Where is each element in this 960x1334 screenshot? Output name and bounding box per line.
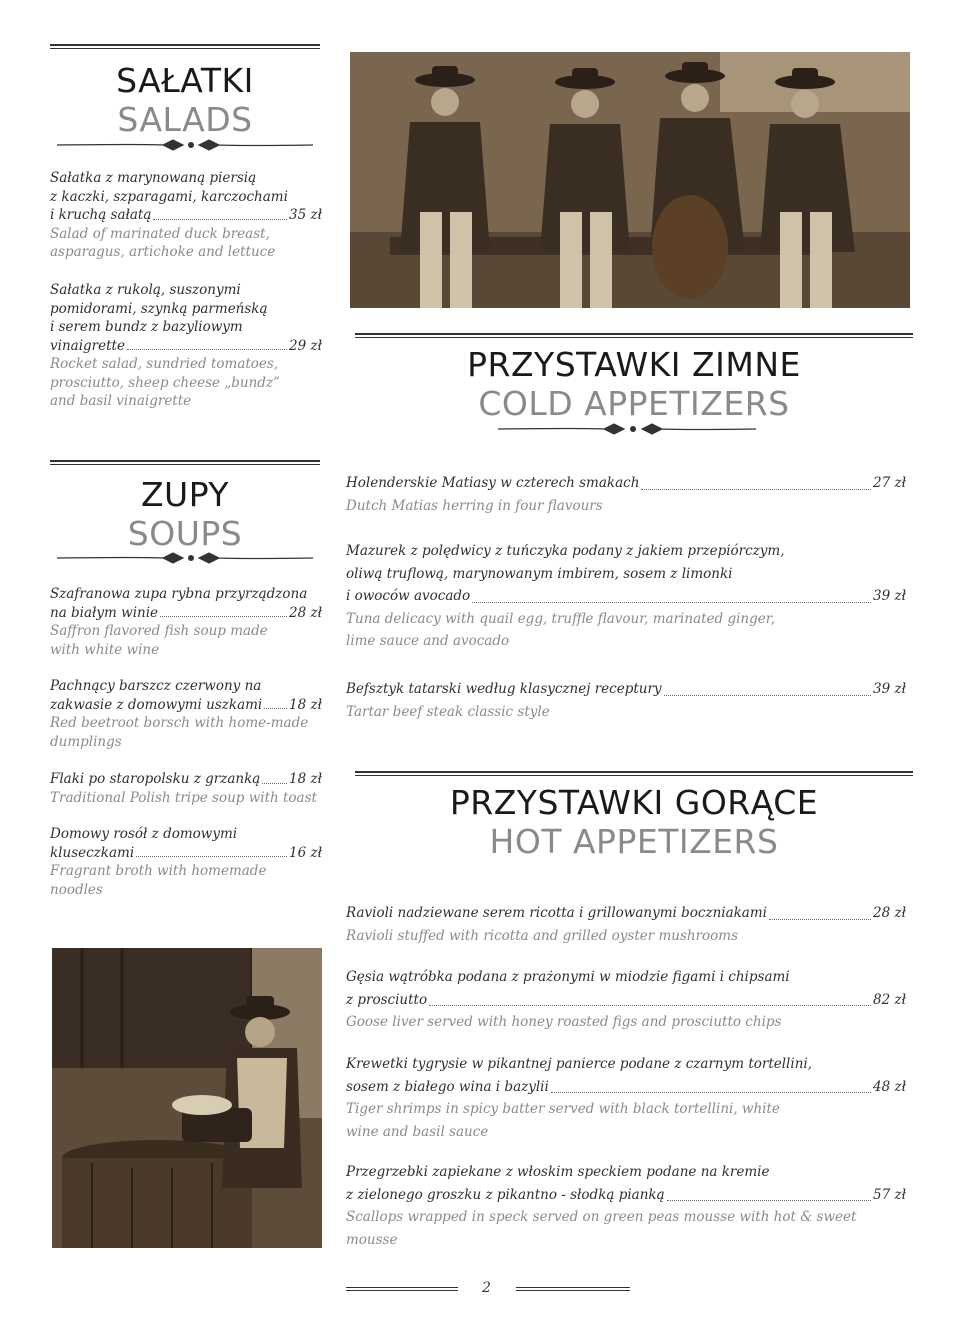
item-name-en: Salad of marinated duck breast, [50,225,270,242]
item-name-pl: Holenderskie Matiasy w czterech smakach [346,475,640,491]
item-name-pl: Gęsia wątróbka podana z prażonymi w miodzie figami i chipsami [346,969,790,985]
item-price-row [50,206,322,225]
item-price-row [50,844,322,863]
item-name-en: Scallops wrapped in speck served on green peas mousse with hot & sweet mousse [346,1209,857,1248]
item-name-pl: Krewetki tygrysie w pikantnej panierce podane z czarnym tortellini, [346,1056,812,1072]
soups-flourish [55,551,315,565]
item-name-pl: Przegrzebki zapiekane z włoskim speckiem podane na kremie [346,1164,770,1180]
menu-item [346,540,906,653]
item-name-pl: na białym winie [50,604,159,621]
item-price-row [346,585,906,608]
dot-leader [127,349,287,350]
item-name-pl: Domowy rosół z domowymi [50,826,238,842]
page-number: 2 [482,1280,491,1296]
item-name-pl: Pachnący barszcz czerwony na [50,678,262,694]
menu-item [50,281,322,411]
dot-leader [641,489,871,490]
item-name-pl: sosem z białego wina i bazylii [346,1078,549,1095]
item-name-en: Ravioli stuffed with ricotta and grilled oyster mushrooms [346,927,739,944]
item-name-en: Goose liver served with honey roasted figs and prosciutto chips [346,1014,782,1030]
dot-leader [429,1005,871,1006]
item-price: 39 zł [873,681,906,697]
cold-heading [355,345,913,423]
dot-leader [664,695,871,696]
highlander-cheesemaker-photo [52,948,322,1248]
dot-leader [667,1200,871,1201]
item-price-row [50,604,322,623]
item-price-row [50,696,322,715]
hot-title-pl: PRZYSTAWKI GORĄCE [449,783,819,822]
soups-title-en: SOUPS [127,514,243,553]
menu-item [50,825,322,899]
cold-title-en: COLD APPETIZERS [478,384,790,423]
item-name-pl: kluseczkami [50,844,135,861]
menu-item [346,678,906,723]
cold-flourish [496,422,758,436]
item-price-row [346,1184,906,1207]
item-price: 27 zł [873,475,906,491]
item-name-pl: Ravioli nadziewane serem ricotta i grillowanymi boczniakami [346,905,767,921]
item-price-row [50,337,322,356]
item-name-pl: z kaczki, szparagami, karczochami [50,188,288,205]
item-price-row [346,1076,906,1099]
item-price: 57 zł [873,1186,906,1203]
item-name-en: with white wine [50,641,160,658]
item-price: 16 zł [289,844,322,861]
item-name-en: Tartar beef steak classic style [346,703,550,720]
item-name-en: asparagus, artichoke and lettuce [50,244,276,260]
hot-title-en: HOT APPETIZERS [489,822,779,861]
salads-heading [50,61,320,139]
item-price: 28 zł [873,905,906,921]
item-name-en: Fragrant broth with homemade noodles [50,863,267,898]
item-price: 48 zł [873,1078,906,1095]
item-name-pl: z prosciutto [346,991,428,1008]
menu-item [50,169,322,262]
item-price: 28 zł [289,604,322,621]
item-name-pl: i owoców avocado [346,588,471,604]
item-name-en: Traditional Polish tripe soup with toast [50,789,317,806]
item-name-en: Rocket salad, sundried tomatoes, [50,356,279,372]
highlander-musicians-photo [350,52,910,308]
dot-leader [136,856,287,857]
item-price-row [346,989,906,1012]
item-name-en: Saffron flavored fish soup made [50,623,268,639]
hot-heading [355,783,913,861]
soups-heading [50,475,320,553]
item-price: 18 zł [289,696,322,713]
cold-title-pl: PRZYSTAWKI ZIMNE [467,345,801,384]
item-name-pl: Befsztyk tatarski według klasycznej receptury [346,681,662,697]
item-price: 35 zł [289,207,322,223]
item-name-en: Tuna delicacy with quail egg, truffle flavour, marinated ginger, [346,610,776,627]
item-name-en: lime sauce and avocado [346,633,510,649]
item-price-row [346,678,906,701]
item-name-pl: zakwasie z domowymi uszkami [50,696,263,713]
item-name-pl: Szafranowa zupa rybna przyrządzona [50,586,308,602]
menu-item [346,1161,906,1251]
item-name-en: wine and basil sauce [346,1123,489,1140]
dot-leader [262,783,287,784]
item-name-pl: i serem bundz z bazyliowym [50,319,243,335]
item-name-pl: i kruchą sałatą [50,207,152,223]
item-price: 29 zł [289,337,322,354]
menu-item [346,902,906,947]
salads-title-en: SALADS [117,100,253,139]
item-price: 18 zł [289,771,322,787]
item-name-en: Tiger shrimps in spicy batter served with black tortellini, white [346,1101,780,1117]
dot-leader [160,616,287,617]
item-name-pl: vinaigrette [50,337,125,354]
dot-leader [264,708,287,709]
item-name-pl: Mazurek z polędwicy z tuńczyka podany z jakiem przepiórczym, [346,543,785,559]
menu-item [346,1053,906,1143]
item-name-pl: z zielonego groszku z pikantno - słodką pianką [346,1186,665,1203]
salads-flourish [55,138,315,152]
item-name-pl: oliwą truflową, marynowanym imbirem, sosem z limonki [346,565,733,582]
item-name-en: and basil vinaigrette [50,393,192,409]
item-price: 82 zł [873,991,906,1008]
item-name-en: dumplings [50,733,122,750]
menu-item [50,677,322,751]
item-name-en: prosciutto, sheep cheese „bundz” [50,374,280,391]
menu-item [346,472,906,517]
item-name-en: Dutch Matias herring in four flavours [346,497,603,514]
soups-title-pl: ZUPY [140,475,230,514]
item-price-row [50,770,322,789]
dot-leader [769,919,871,920]
item-name-pl: pomidorami, szynką parmeńską [50,300,268,317]
item-price-row [346,902,906,925]
dot-leader [472,602,871,603]
item-name-pl: Sałatka z marynowaną piersią [50,170,257,186]
item-name-en: Red beetroot borsch with home-made [50,715,309,731]
item-name-pl: Sałatka z rukolą, suszonymi [50,282,241,298]
item-price: 39 zł [873,588,906,604]
item-price-row [346,472,906,495]
salads-title-pl: SAŁATKI [116,61,254,100]
dot-leader [153,219,287,220]
menu-item [346,966,906,1034]
dot-leader [551,1092,871,1093]
menu-item [50,770,322,807]
menu-item [50,585,322,659]
item-name-pl: Flaki po staropolsku z grzanką [50,771,261,787]
